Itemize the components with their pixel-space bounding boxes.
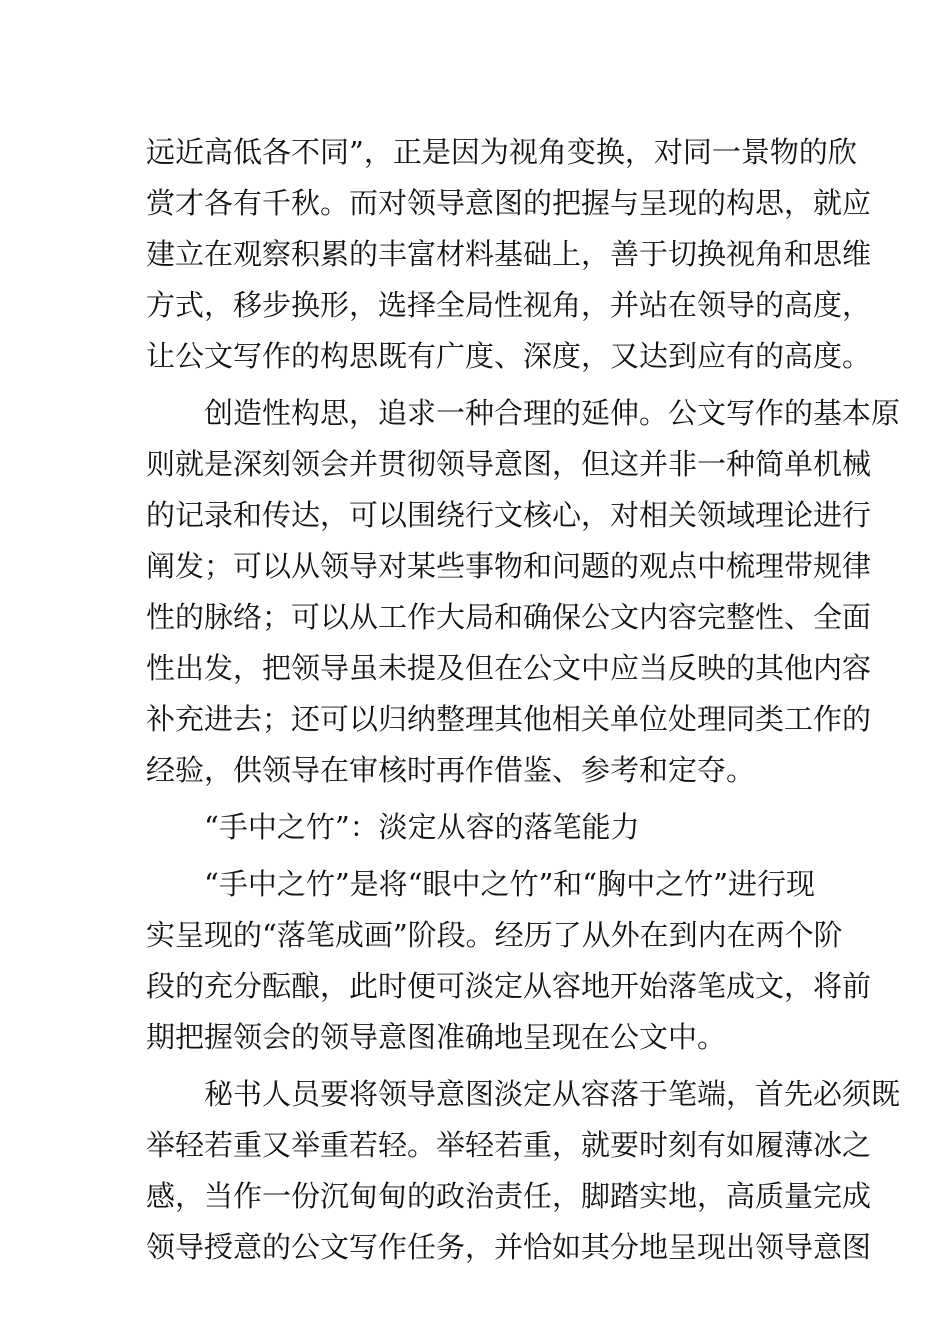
body-text xyxy=(146,127,901,1273)
text-line: 让公文写作的构思既有广度、深度，又达到应有的高度。 xyxy=(146,339,872,373)
text-line: 方式，移步换形，选择全局性视角，并站在领导的高度， xyxy=(146,288,872,322)
text-line: 领导授意的公文写作任务，并恰如其分地呈现出领导意图 xyxy=(146,1230,872,1264)
text-line: 赏才各有千秋。而对领导意图的把握与呈现的构思，就应 xyxy=(146,186,872,220)
text-line: 创造性构思，追求一种合理的延伸。公文写作的基本原 xyxy=(146,396,901,430)
text-line: 建立在观察积累的丰富材料基础上，善于切换视角和思维 xyxy=(146,237,872,271)
paragraph xyxy=(146,127,872,382)
heading-line: “手中之竹”：淡定从容的落笔能力 xyxy=(146,810,640,844)
text-line: 秘书人员要将领导意图淡定从容落于笔端，首先必须既 xyxy=(146,1077,901,1111)
text-line: 期把握领会的领导意图准确地呈现在公文中。 xyxy=(146,1020,727,1054)
text-line: 则就是深刻领会并贯彻领导意图，但这并非一种简单机械 xyxy=(146,447,872,481)
text-line: 举轻若重又举重若轻。举轻若重，就要时刻有如履薄冰之 xyxy=(146,1128,872,1162)
text-line: 感，当作一份沉甸甸的政治责任，脚踏实地，高质量完成 xyxy=(146,1179,872,1213)
text-line: 补充进去；还可以归纳整理其他相关单位处理同类工作的 xyxy=(146,702,872,736)
text-line: 经验，供领导在审核时再作借鉴、参考和定夺。 xyxy=(146,753,756,787)
text-line: 性出发，把领导虽未提及但在公文中应当反映的其他内容 xyxy=(146,651,872,685)
paragraph xyxy=(146,388,901,796)
section-heading xyxy=(146,802,806,853)
text-line: 的记录和传达，可以围绕行文核心，对相关领域理论进行 xyxy=(146,498,872,532)
paragraph xyxy=(146,859,872,1063)
text-line: 性的脉络；可以从工作大局和确保公文内容完整性、全面 xyxy=(146,600,872,634)
paragraph xyxy=(146,1069,901,1273)
text-line: 段的充分酝酿，此时便可淡定从容地开始落笔成文，将前 xyxy=(146,969,872,1003)
text-line: 阐发；可以从领导对某些事物和问题的观点中梳理带规律 xyxy=(146,549,872,583)
text-line: 远近高低各不同”，正是因为视角变换，对同一景物的欣 xyxy=(146,135,857,169)
text-line: 实呈现的“落笔成画”阶段。经历了从外在到内在两个阶 xyxy=(146,918,843,952)
text-line: “手中之竹”是将“眼中之竹”和“胸中之竹”进行现 xyxy=(146,867,815,901)
